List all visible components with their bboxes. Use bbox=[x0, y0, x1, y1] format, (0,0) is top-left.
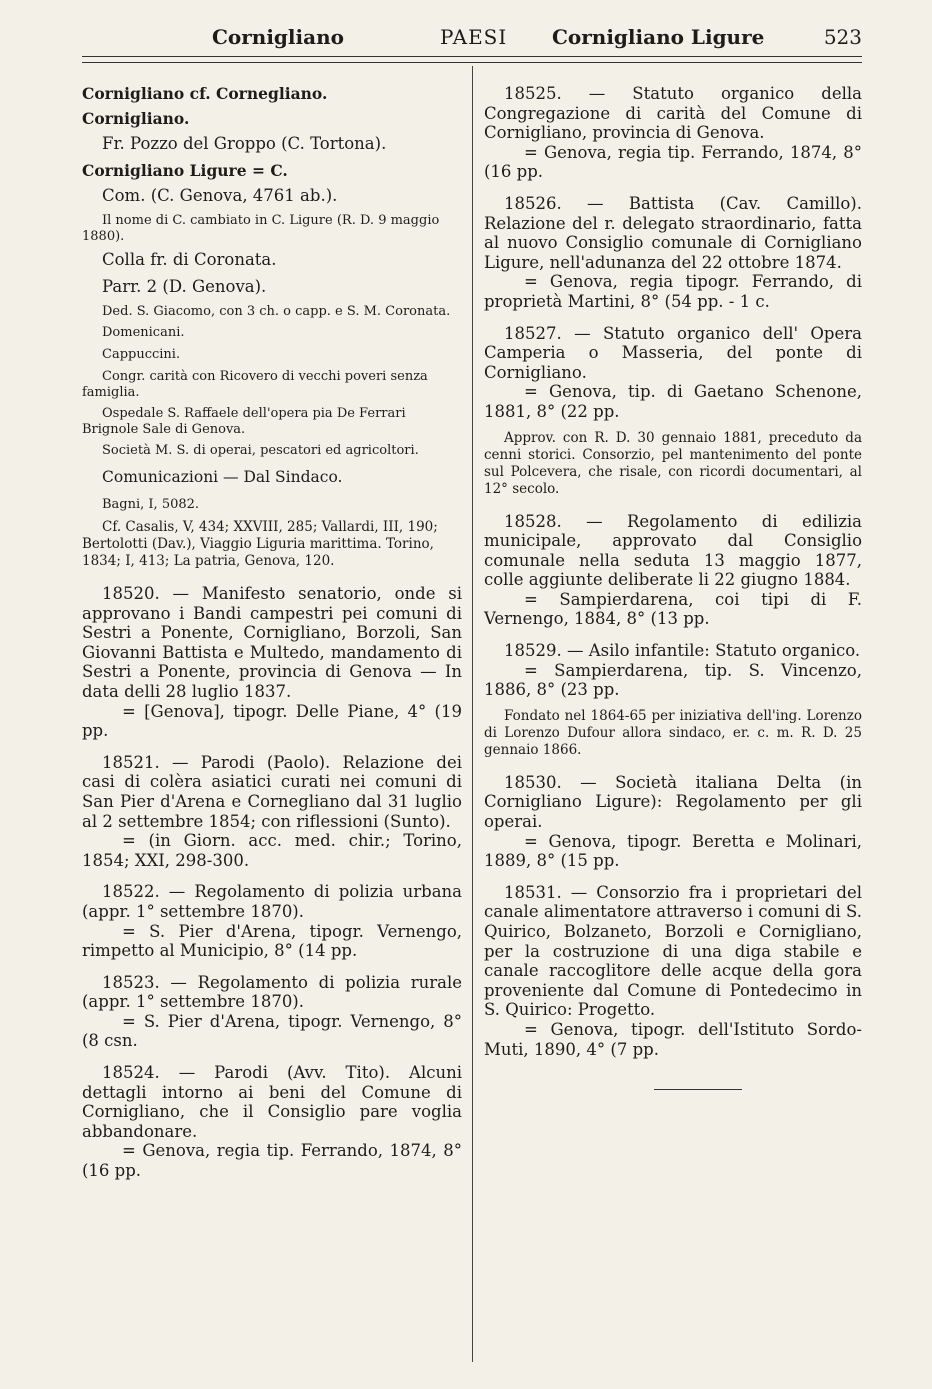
running-header bbox=[82, 22, 862, 52]
intro-line: Fr. Pozzo del Groppo (C. Tortona). bbox=[102, 134, 387, 153]
catalog-entry bbox=[484, 641, 862, 700]
entry-title: 18526. — Battista (Cav. Camillo). Relazione del r. delegato straordinario, fatta al nuovo Consiglio comunale di Cornigliano Ligure, nell'adunanza del 22 ottobre 1874. bbox=[484, 193, 862, 272]
intro-line: Cf. Casalis, V, 434; XXVIII, 285; Vallardi, III, 190; Bertolotti (Dav.), Viaggio Liguria marittima. Torino, 1834; I, 413; La patria, Genova, 120. bbox=[82, 519, 438, 569]
entry-note: Fondato nel 1864-65 per iniziativa dell'ing. Lorenzo di Lorenzo Dufour allora sindaco, er. c. m. R. D. 25 gennaio 1866. bbox=[484, 707, 862, 758]
entry-imprint: = Genova, regia tip. Ferrando, 1874, 8° (16 pp. bbox=[484, 142, 862, 182]
intro-line: Colla fr. di Coronata. bbox=[102, 250, 277, 269]
entry-title: 18523. — Regolamento di polizia rurale (appr. 1° settembre 1870). bbox=[82, 972, 462, 1012]
intro-line: Cornigliano Ligure = C. bbox=[82, 161, 288, 180]
catalog-entry bbox=[484, 512, 862, 630]
entry-note: Approv. con R. D. 30 gennaio 1881, preceduto da cenni storici. Consorzio, pel mantenimento del ponte sul Polcevera, che risale, con ricordi documentari, al 12° secolo. bbox=[484, 429, 862, 497]
catalog-entry bbox=[82, 973, 462, 1051]
intro-line: Cappuccini. bbox=[102, 347, 181, 362]
catalog-entry bbox=[82, 1063, 462, 1181]
entry-imprint: = Sampierdarena, coi tipi di F. Vernengo, 1884, 8° (13 pp. bbox=[484, 589, 862, 629]
intro-line: Parr. 2 (D. Genova). bbox=[102, 277, 267, 296]
catalog-entry bbox=[484, 324, 862, 422]
intro-line: Cornigliano. bbox=[82, 109, 190, 128]
entry-imprint: = S. Pier d'Arena, tipogr. Vernengo, rimpetto al Municipio, 8° (14 pp. bbox=[82, 921, 462, 961]
entry-title: 18524. — Parodi (Avv. Tito). Alcuni dettagli intorno ai beni del Comune di Cornigliano, che il Consiglio pare voglia abbandonare. bbox=[82, 1063, 462, 1141]
entry-title: 18528. — Regolamento di edilizia municipale, approvato dal Consiglio comunale nella seduta 13 maggio 1877, colle aggiunte deliberate li 22 giugno 1884. bbox=[484, 511, 862, 590]
entry-title: 18530. — Società italiana Delta (in Cornigliano Ligure): Regolamento per gli operai. bbox=[484, 772, 862, 832]
entry-imprint: = Genova, regia tip. Ferrando, 1874, 8° (16 pp. bbox=[82, 1141, 462, 1181]
intro-line: Società M. S. di operai, pescatori ed agricoltori. bbox=[102, 443, 419, 458]
intro-line: Domenicani. bbox=[102, 325, 185, 340]
catalog-entry bbox=[484, 84, 862, 182]
catalog-entry bbox=[484, 194, 862, 312]
entry-imprint: = Genova, regia tipogr. Ferrando, di proprietà Martini, 8° (54 pp. - 1 c. bbox=[484, 272, 862, 311]
end-rule bbox=[654, 1089, 742, 1090]
entry-imprint: = Genova, tipogr. Beretta e Molinari, 1889, 8° (15 pp. bbox=[484, 831, 862, 871]
catalog-entry bbox=[82, 584, 462, 741]
intro-line: Com. (C. Genova, 4761 ab.). bbox=[102, 186, 338, 205]
intro-line: Comunicazioni — Dal Sindaco. bbox=[102, 468, 343, 486]
catalog-entry bbox=[484, 773, 862, 871]
header-section: PAESI bbox=[440, 25, 508, 49]
right-entries bbox=[484, 84, 862, 1059]
entry-title: 18520. — Manifesto senatorio, onde si approvano i Bandi campestri pei comuni di Sestri a Ponente, Cornigliano, Borzoli, San Giovanni Battista e Multedo, mandamento di Sestri a Ponente, provincia di Genova — In data delli 28 luglio 1837. bbox=[82, 584, 462, 701]
header-left-title: Cornigliano bbox=[212, 25, 344, 49]
right-column bbox=[484, 84, 862, 1090]
intro-line: Bagni, I, 5082. bbox=[102, 497, 200, 512]
catalog-entry bbox=[82, 882, 462, 960]
catalog-entry bbox=[484, 883, 862, 1059]
intro-line: Il nome di C. cambiato in C. Ligure (R. D. 9 maggio 1880). bbox=[82, 213, 440, 244]
entry-title: 18521. — Parodi (Paolo). Relazione dei casi di colèra asiatici curati nei comuni di San Pier d'Arena e Cornegliano dal 31 luglio al 2 settembre 1854; con riflessioni (Sunto). bbox=[82, 752, 462, 831]
entry-imprint: = Genova, tip. di Gaetano Schenone, 1881, 8° (22 pp. bbox=[484, 382, 862, 421]
entry-imprint: = Genova, tipogr. dell'Istituto Sordo-Muti, 1890, 4° (7 pp. bbox=[484, 1019, 862, 1059]
intro-line: Ospedale S. Raffaele dell'opera pia De Ferrari Brignole Sale di Genova. bbox=[82, 406, 406, 437]
page-number: 523 bbox=[823, 25, 862, 49]
header-rule-bottom bbox=[82, 62, 862, 63]
entry-imprint: = [Genova], tipogr. Delle Piane, 4° (19 pp. bbox=[82, 701, 462, 741]
entry-title: 18522. — Regolamento di polizia urbana (appr. 1° settembre 1870). bbox=[82, 882, 462, 921]
intro-line: Ded. S. Giacomo, con 3 ch. o capp. e S. M. Coronata. bbox=[102, 304, 451, 319]
column-divider bbox=[472, 66, 473, 1362]
catalog-entry bbox=[82, 753, 462, 871]
left-entries bbox=[82, 584, 462, 1181]
header-rule-top bbox=[82, 56, 862, 57]
entry-title: 18525. — Statuto organico della Congregazione di carità del Comune di Cornigliano, provincia di Genova. bbox=[484, 84, 862, 143]
entry-imprint: = S. Pier d'Arena, tipogr. Vernengo, 8° (8 csn. bbox=[82, 1011, 462, 1051]
entry-imprint: = Sampierdarena, tip. S. Vincenzo, 1886, 8° (23 pp. bbox=[484, 660, 862, 700]
intro-line: Cornigliano cf. Cornegliano. bbox=[82, 84, 328, 103]
intro-line: Congr. carità con Ricovero di vecchi poveri senza famiglia. bbox=[82, 369, 428, 400]
left-column bbox=[82, 84, 462, 1193]
entry-title: 18527. — Statuto organico dell' Opera Camperia o Masseria, del ponte di Cornigliano. bbox=[484, 323, 862, 382]
header-right-title: Cornigliano Ligure bbox=[552, 25, 765, 49]
entry-title: 18529. — Asilo infantile: Statuto organico. bbox=[504, 641, 861, 661]
entry-imprint: = (in Giorn. acc. med. chir.; Torino, 1854; XXI, 298-300. bbox=[82, 831, 462, 870]
left-intro bbox=[82, 84, 462, 570]
entry-title: 18531. — Consorzio fra i proprietari del canale alimentatore attraverso i comuni di S. Quirico, Bolzaneto, Borzoli e Cornigliano, per la costruzione di una diga stabile e canale raccoglitore delle acque della gora proveniente dal Comune di Pontedecimo in S. Quirico: Progetto. bbox=[484, 882, 862, 1020]
